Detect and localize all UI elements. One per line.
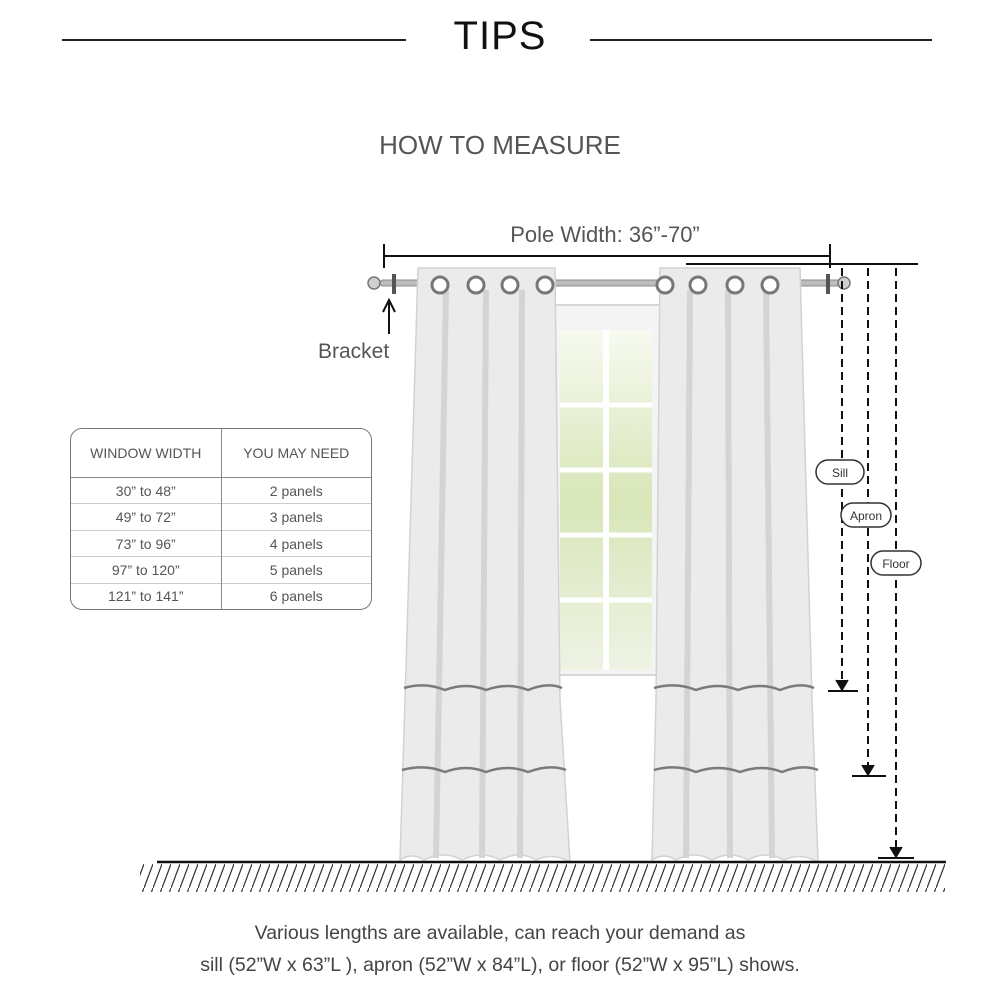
table-row — [71, 557, 371, 583]
panels-cell: 6 panels — [221, 583, 371, 609]
panels-cell: 5 panels — [221, 557, 371, 583]
panels-cell: 2 panels — [221, 478, 371, 504]
bracket-label: Bracket — [318, 340, 390, 363]
window-width-cell: 97” to 120” — [71, 557, 221, 583]
apron-tag — [841, 503, 891, 527]
table-row — [71, 583, 371, 609]
panels-cell: 4 panels — [221, 530, 371, 556]
sill-tag — [816, 460, 864, 484]
caption-line-2: sill (52”W x 63”L ), apron (52”W x 84”L), or floor (52”W x 95”L) shows. — [200, 954, 800, 976]
column-header-window-width: WINDOW WIDTH — [71, 429, 221, 478]
window-width-cell: 30” to 48” — [71, 478, 221, 504]
window — [552, 305, 660, 675]
column-header-you-may-need: YOU MAY NEED — [221, 429, 371, 478]
table-row — [71, 504, 371, 530]
floor — [140, 862, 946, 892]
table-header-row — [71, 429, 371, 478]
pole-width-label: Pole Width: 36”-70” — [510, 222, 700, 247]
bracket-arrow — [383, 300, 395, 334]
table-row — [71, 530, 371, 556]
caption-line-1: Various lengths are available, can reach your demand as — [254, 922, 746, 944]
panels-cell: 3 panels — [221, 504, 371, 530]
caption — [0, 917, 1000, 981]
curtain-panel-left — [400, 268, 570, 862]
floor-label: Floor — [882, 557, 910, 571]
section-title: HOW TO MEASURE — [379, 130, 621, 160]
window-width-cell: 121” to 141” — [71, 583, 221, 609]
sill-label: Sill — [831, 466, 849, 480]
curtain-panel-right — [652, 268, 818, 862]
floor-tag — [871, 551, 921, 575]
apron-label: Apron — [849, 509, 883, 523]
table-row — [71, 478, 371, 504]
window-width-cell: 49” to 72” — [71, 504, 221, 530]
page-title: TIPS — [453, 14, 547, 58]
window-width-cell: 73” to 96” — [71, 530, 221, 556]
panel-table — [70, 428, 372, 610]
